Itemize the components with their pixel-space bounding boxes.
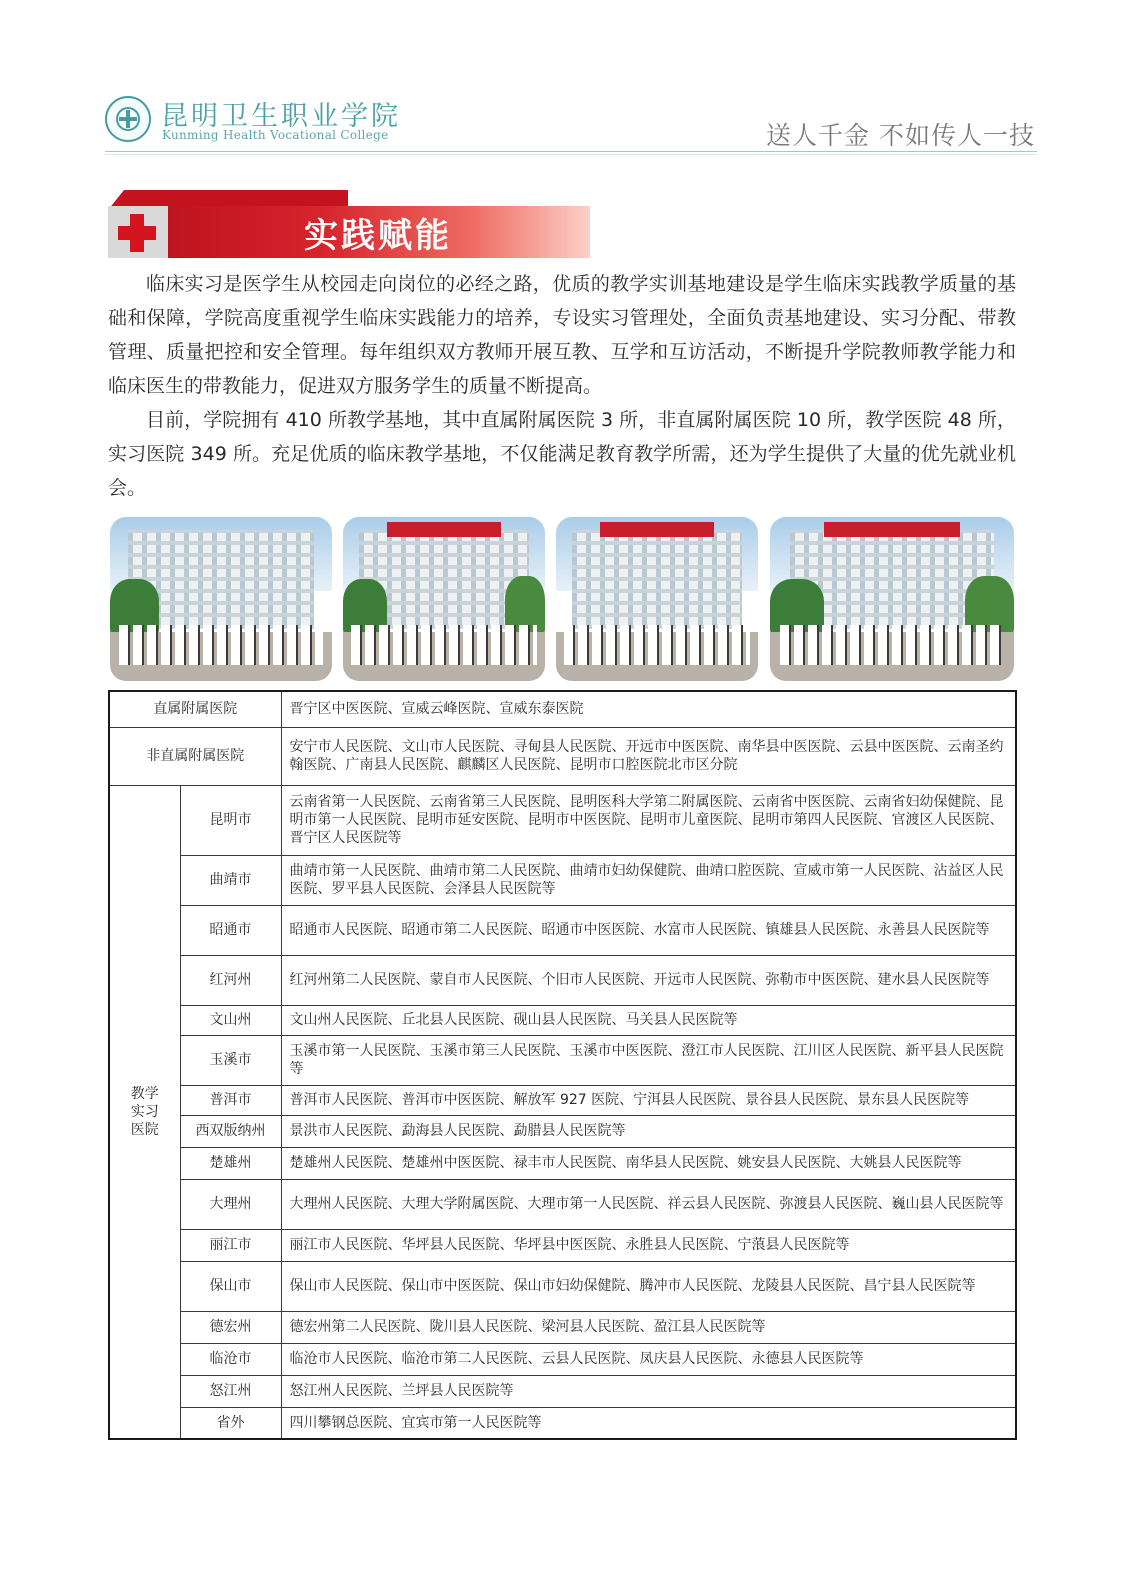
header-divider [105, 151, 1037, 152]
city-cell: 怒江州 [180, 1375, 281, 1407]
hospital-list-cell: 红河州第二人民医院、蒙自市人民医院、个旧市人民医院、开远市人民医院、弥勒市中医医院、建水县人民医院等 [281, 955, 1016, 1005]
table-row [109, 1375, 1016, 1407]
hospital-list-cell: 曲靖市第一人民医院、曲靖市第二人民医院、曲靖市妇幼保健院、曲靖口腔医院、宣威市第一人民医院、沾益区人民医院、罗平县人民医院、会泽县人民医院等 [281, 855, 1016, 905]
city-cell: 普洱市 [180, 1085, 281, 1115]
hospital-list-cell: 玉溪市第一人民医院、玉溪市第三人民医院、玉溪市中医医院、澄江市人民医院、江川区人民医院、新平县人民医院等 [281, 1035, 1016, 1085]
city-cell: 红河州 [180, 955, 281, 1005]
college-name-cn: 昆明卫生职业学院 [161, 101, 401, 132]
table-row [109, 785, 1016, 855]
table-row [109, 727, 1016, 785]
table-row [109, 1343, 1016, 1375]
hospital-list-cell: 德宏州第二人民医院、陇川县人民医院、梁河县人民医院、盈江县人民医院等 [281, 1311, 1016, 1343]
hospital-list-cell: 保山市人民医院、保山市中医医院、保山市妇幼保健院、腾冲市人民医院、龙陵县人民医院、昌宁县人民医院等 [281, 1261, 1016, 1311]
section-title: 实践赋能 [304, 216, 452, 256]
category-cell: 直属附属医院 [109, 691, 281, 727]
intro-text [108, 267, 1016, 505]
city-cell: 文山州 [180, 1005, 281, 1035]
intro-paragraph-1: 临床实习是医学生从校园走向岗位的必经之路，优质的教学实训基地建设是学生临床实践教学质量的基础和保障，学院高度重视学生临床实践能力的培养，专设实习管理处，全面负责基地建设、实习分配、带教管理、质量把控和安全管理。每年组织双方教师开展互教、互学和互访活动，不断提升学院教师教学能力和临床医生的带教能力，促进双方服务学生的质量不断提高。 [108, 273, 1016, 397]
hospital-list-cell: 楚雄州人民医院、楚雄州中医医院、禄丰市人民医院、南华县人民医院、姚安县人民医院、大姚县人民医院等 [281, 1147, 1016, 1179]
hospital-list-cell: 普洱市人民医院、普洱市中医医院、解放军 927 医院、宁洱县人民医院、景谷县人民医院、景东县人民医院等 [281, 1085, 1016, 1115]
hospital-list-cell: 景洪市人民医院、勐海县人民医院、勐腊县人民医院等 [281, 1115, 1016, 1147]
intro-paragraph-2: 目前，学院拥有 410 所教学基地，其中直属附属医院 3 所，非直属附属医院 10 所，教学医院 48 所，实习医院 349 所。充足优质的临床教学基地，不仅能满足教育教学所需，还为学生提供了大量的优先就业机会。 [108, 409, 1016, 499]
table-row [109, 691, 1016, 727]
table-row [109, 1147, 1016, 1179]
page-header [105, 92, 1037, 156]
hospital-list-cell: 大理州人民医院、大理大学附属医院、大理市第一人民医院、祥云县人民医院、弥渡县人民医院、巍山县人民医院等 [281, 1179, 1016, 1229]
hospital-table [108, 690, 1017, 1440]
city-cell: 临沧市 [180, 1343, 281, 1375]
table-row [109, 855, 1016, 905]
hospital-list-cell: 安宁市人民医院、文山市人民医院、寻甸县人民医院、开远市中医医院、南华县中医医院、云县中医医院、云南圣约翰医院、广南县人民医院、麒麟区人民医院、昆明市口腔医院北市区分院 [281, 727, 1016, 785]
category-label-line: 医院 [130, 1121, 159, 1138]
hospital-list-cell: 丽江市人民医院、华坪县人民医院、华坪县中医医院、永胜县人民医院、宁蒗县人民医院等 [281, 1229, 1016, 1261]
city-cell: 楚雄州 [180, 1147, 281, 1179]
city-cell: 西双版纳州 [180, 1115, 281, 1147]
header-divider-light [105, 154, 1037, 155]
category-cell: 非直属附属医院 [109, 727, 281, 785]
hospital-photo-strip [108, 515, 1016, 683]
table-row [109, 1229, 1016, 1261]
table-row [109, 905, 1016, 955]
section-banner [108, 190, 590, 258]
table-row [109, 1035, 1016, 1085]
hospital-photo [341, 515, 547, 683]
city-cell: 昭通市 [180, 905, 281, 955]
city-cell: 昆明市 [180, 785, 281, 855]
slogan: 送人千金 不如传人一技 [766, 121, 1035, 150]
hospital-list-cell: 四川攀钢总医院、宜宾市第一人民医院等 [281, 1407, 1016, 1439]
hospital-photo [768, 515, 1016, 683]
table-row [109, 1407, 1016, 1439]
hospital-list-cell: 昭通市人民医院、昭通市第二人民医院、昭通市中医医院、水富市人民医院、镇雄县人民医院、永善县人民医院等 [281, 905, 1016, 955]
hospital-list-cell: 怒江州人民医院、兰坪县人民医院等 [281, 1375, 1016, 1407]
hospital-photo [108, 515, 334, 683]
table-row [109, 1261, 1016, 1311]
city-cell: 大理州 [180, 1179, 281, 1229]
college-logo-icon [105, 96, 151, 142]
city-cell: 省外 [180, 1407, 281, 1439]
city-cell: 保山市 [180, 1261, 281, 1311]
city-cell: 曲靖市 [180, 855, 281, 905]
table-row [109, 1179, 1016, 1229]
hospital-photo [554, 515, 760, 683]
city-cell: 德宏州 [180, 1311, 281, 1343]
table-row [109, 1311, 1016, 1343]
teaching-category-cell [109, 785, 180, 1439]
table-row [109, 1115, 1016, 1147]
table-row [109, 1005, 1016, 1035]
city-cell: 玉溪市 [180, 1035, 281, 1085]
city-cell: 丽江市 [180, 1229, 281, 1261]
hospital-list-cell: 云南省第一人民医院、云南省第三人民医院、昆明医科大学第二附属医院、云南省中医医院、云南省妇幼保健院、昆明市第一人民医院、昆明市延安医院、昆明市中医医院、昆明市儿童医院、昆明市第四人民医院、官渡区人民医院、晋宁区人民医院等 [281, 785, 1016, 855]
hospital-list-cell: 文山州人民医院、丘北县人民医院、砚山县人民医院、马关县人民医院等 [281, 1005, 1016, 1035]
hospital-list-cell: 晋宁区中医医院、宣威云峰医院、宣威东泰医院 [281, 691, 1016, 727]
category-label-line: 教学 [130, 1085, 159, 1102]
table-row [109, 1085, 1016, 1115]
table-row [109, 955, 1016, 1005]
college-name-en: Kunming Health Vocational College [162, 128, 389, 142]
hospital-list-cell: 临沧市人民医院、临沧市第二人民医院、云县人民医院、凤庆县人民医院、永德县人民医院等 [281, 1343, 1016, 1375]
category-label-line: 实习 [130, 1103, 159, 1120]
